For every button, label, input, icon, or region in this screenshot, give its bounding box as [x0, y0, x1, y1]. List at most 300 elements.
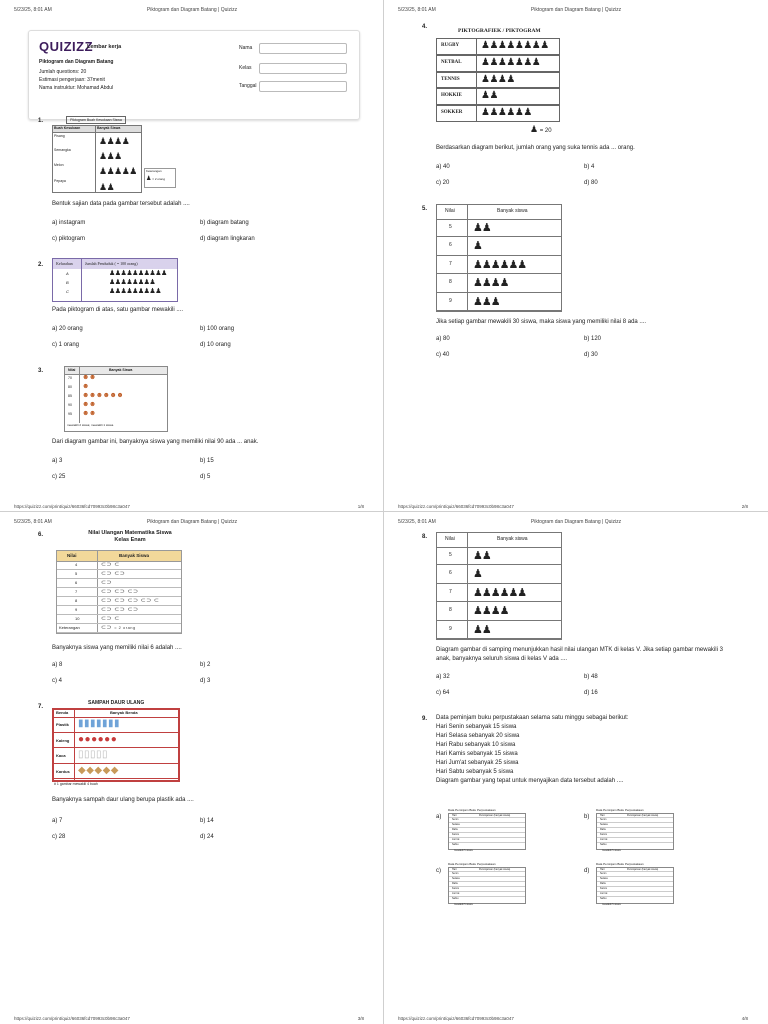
person-icon: ♟♟♟♟♟♟♟♟ [109, 279, 156, 286]
row-label: 85 [68, 394, 72, 398]
answer-option[interactable]: b) 48 [584, 674, 598, 680]
answer-option[interactable]: c) 64 [436, 690, 450, 696]
row-label: Kamis [452, 833, 459, 836]
answer-option[interactable]: b) diagram batang [200, 220, 249, 226]
row-label: Semangka [54, 148, 71, 152]
column-header: Peminjaman (banyak siswa) [479, 868, 511, 871]
row-label: 7 [449, 588, 452, 595]
figure-title: Nilai Ulangan Matematika Siswa Kelas Enam [88, 530, 172, 543]
table-row [57, 588, 181, 597]
row-label: Kamis [600, 887, 607, 890]
row-divider [597, 837, 673, 838]
question-text: Banyaknya siswa yang memiliki nilai 6 adalah .... [52, 645, 182, 651]
option-table [596, 813, 674, 850]
table-row [437, 621, 561, 639]
candy-icon: ⊂⊃ ⊂⊃ ⊂⊃ ⊂⊃ ⊂ [101, 598, 160, 604]
row-divider [449, 876, 525, 877]
table-row [57, 579, 181, 588]
q8-pictogram [436, 532, 562, 640]
row-divider [597, 886, 673, 887]
row-label: Selasa [452, 877, 460, 880]
answer-option[interactable]: a) 20 orang [52, 326, 83, 332]
question-number: 8. [422, 534, 428, 540]
row-label: 6 [449, 242, 452, 249]
text-line: Hari Sabtu sebanyak 5 siswa [436, 769, 514, 775]
header-date: 5/23/25, 8:01 AM [398, 519, 436, 525]
question-number: 9. [422, 716, 428, 722]
row-label: Kaca [56, 753, 66, 758]
question-count: Jumlah questions: 20 [39, 69, 87, 75]
header-title: Piktogram dan Diagram Batang | Quizizz [146, 7, 238, 13]
column-header: Hari [452, 868, 457, 871]
column-header: Peminjaman (banyak siswa) [627, 868, 659, 871]
row-label: 6 [75, 580, 78, 585]
row-label: C [66, 289, 69, 294]
row-divider [449, 891, 525, 892]
row-label: Jum'at [452, 838, 460, 841]
option-chart[interactable] [446, 862, 526, 908]
row-divider [449, 837, 525, 838]
row-label: Senin [452, 818, 459, 821]
answer-option[interactable]: d) diagram lingkaran [200, 236, 255, 242]
row-label: 95 [68, 412, 72, 416]
row-label: Sabtu [452, 843, 459, 846]
answer-option[interactable]: c) [436, 868, 441, 874]
person-icon: ♟♟♟♟ [473, 277, 509, 290]
row-label: 8 [449, 607, 452, 614]
table-row [437, 565, 561, 583]
text-line: Hari Rabu sebanyak 10 siswa [436, 742, 516, 748]
table-row [57, 561, 181, 570]
row-divider [449, 871, 525, 872]
table-row [54, 733, 178, 749]
column-header: Hari [452, 814, 457, 817]
q2-pictogram [52, 258, 178, 302]
row-divider [449, 886, 525, 887]
row-label: Selasa [600, 877, 608, 880]
question-text: Dari diagram gambar ini, banyaknya siswa yang memiliki nilai 90 ada ... anak. [52, 439, 259, 445]
option-table [448, 813, 526, 850]
page-2 [384, 0, 768, 512]
column-header: Banyak Siswa [119, 553, 150, 558]
date-label: Tanggal [239, 83, 257, 89]
face-icon: ☻☻ [82, 374, 96, 381]
question-text: Banyaknya sampah daur ulang berupa plastik ada .... [52, 797, 194, 803]
page-number: 1/8 [357, 504, 364, 509]
question-number: 2. [38, 262, 44, 268]
table-row [437, 602, 561, 620]
row-label: 90 [68, 403, 72, 407]
row-label: 9 [75, 607, 78, 612]
figure-title: SAMPAH DAUR ULANG [88, 700, 145, 706]
answer-option[interactable]: d) 10 orang [200, 342, 231, 348]
column-header: Peminjaman (banyak siswa) [479, 814, 511, 817]
row-label: 9 [449, 625, 452, 632]
table-row [437, 584, 561, 602]
row-label: Sabtu [600, 843, 607, 846]
item-icon: ▯▯▯▯▯ [78, 749, 109, 760]
legend: mewakili 5 siswa [454, 903, 473, 906]
candy-icon: ⊂⊃ = 2 orang [101, 625, 136, 631]
table-row [57, 570, 181, 579]
answer-option[interactable]: a) 32 [436, 674, 450, 680]
row-label: Rabu [600, 828, 606, 831]
face-icon: ☻☻☻☻☻☻ [82, 392, 124, 399]
row-label: Pepaya [54, 179, 66, 183]
person-icon: ♟♟♟♟♟♟ [473, 258, 527, 271]
person-icon: ♟ [530, 124, 539, 134]
row-label: Rabu [452, 828, 458, 831]
row-divider [449, 896, 525, 897]
page-1 [0, 0, 384, 512]
row-label: Sabtu [600, 897, 607, 900]
chart-title: Data Peminjam Buku Perpustakaan [596, 808, 644, 812]
column-header: Banyak siswa [497, 208, 528, 214]
table-row [437, 293, 561, 311]
row-divider [449, 817, 525, 818]
row-label: Kamis [452, 887, 459, 890]
answer-option[interactable]: c) 4 [52, 678, 63, 684]
table-row [436, 38, 560, 55]
candy-icon: ⊂⊃ ⊂ [101, 616, 120, 622]
answer-option[interactable]: a) 3 [52, 458, 63, 464]
answer-option[interactable]: c) piktogram [52, 236, 86, 242]
row-label: 10 [75, 616, 80, 621]
answer-option[interactable]: b) 4 [584, 164, 595, 170]
column-header: Peminjaman (banyak siswa) [627, 814, 659, 817]
text-line: Diagram gambar yang tepat untuk menyajikan data tersebut adalah .... [436, 778, 624, 784]
table-header [437, 533, 561, 548]
answer-option[interactable]: b) 100 orang [200, 326, 235, 332]
person-icon: ♟♟ [473, 222, 491, 234]
question-text [436, 714, 628, 786]
person-icon: ♟♟♟♟♟♟♟♟♟♟ [109, 270, 167, 277]
row-label: 8 [75, 598, 78, 603]
person-icon: ♟♟♟♟ [481, 73, 515, 85]
table-row [54, 764, 178, 780]
row-label: Selasa [452, 823, 460, 826]
column-header: Nilai [445, 536, 455, 542]
question-number: 6. [38, 532, 44, 538]
answer-option[interactable]: b) 14 [200, 818, 214, 824]
row-label: RUGBY [437, 39, 477, 54]
answer-option[interactable]: a) [436, 814, 442, 820]
table-row [54, 748, 178, 764]
column-header: Nilai [445, 208, 455, 214]
row-label: HOKKIE [437, 89, 477, 104]
row-divider [597, 827, 673, 828]
figure-title: Piktogram Buah Kesukaan Siswa [66, 116, 126, 124]
answer-option[interactable]: a) 40 [436, 164, 450, 170]
row-label: Kamis [600, 833, 607, 836]
candy-icon: ⊂⊃ ⊂⊃ [101, 571, 126, 577]
person-icon: ♟♟ [99, 182, 115, 192]
table-row [436, 88, 560, 105]
page-number: 4/8 [741, 1016, 748, 1021]
row-label: Sabtu [452, 897, 459, 900]
row-label: Selasa [600, 823, 608, 826]
question-text: Diagram gambar di samping menunjukkan hasil nilai ulangan MTK di kelas V. Jika setiap gambar mewakili 3 anak, banyaknya seluruh siswa di kelas V ada .... [436, 647, 723, 662]
answer-option[interactable]: c) 1 orang [52, 342, 80, 348]
person-icon: ♟♟ [473, 550, 491, 562]
table-row [57, 597, 181, 606]
answer-option[interactable]: d) 24 [200, 834, 214, 840]
legend: mewakili 5 siswa [454, 849, 473, 852]
instructor-name: Nama instruktur: Mohamad Abdul [39, 85, 114, 91]
column-header: Banyak Siswa [97, 126, 121, 130]
row-label: Kaleng [56, 737, 70, 743]
question-number: 1. [38, 118, 44, 124]
column-header: Jumlah Penduduk ( = 100 orang) [85, 261, 138, 266]
header-date: 5/23/25, 8:01 AM [14, 7, 52, 13]
person-icon: ♟♟♟♟♟♟♟ [481, 56, 541, 68]
row-label: Pisang [54, 134, 65, 138]
table-row [436, 105, 560, 122]
person-icon: ♟♟♟ [99, 151, 122, 161]
row-divider [597, 817, 673, 818]
footer-url[interactable]: https://quizizz.com/print/quiz/66036fcd70993c0b98c3a047 [398, 504, 514, 509]
person-icon: ♟ [146, 176, 152, 182]
row-divider [449, 822, 525, 823]
row-label: Jum'at [600, 892, 608, 895]
row-label: TENNIS [437, 73, 477, 88]
item-icon: ▮▮▮▮▮▮▮ [78, 718, 121, 729]
row-label: Kardus [56, 768, 70, 774]
answer-option[interactable]: c) 20 [436, 180, 450, 186]
text-line: Hari Kamis sebanyak 15 siswa [436, 751, 518, 757]
person-icon: ♟♟♟♟♟♟ [473, 586, 527, 599]
row-divider [597, 842, 673, 843]
option-chart[interactable] [594, 862, 674, 908]
table-row [437, 274, 561, 292]
answer-option[interactable]: a) 8 [52, 662, 63, 668]
person-icon: ♟♟♟♟ [473, 605, 509, 618]
table-row [57, 606, 181, 615]
column-header: Benda [56, 710, 69, 715]
row-label: Senin [600, 872, 607, 875]
row-label: 7 [449, 260, 452, 267]
column-header: Kelurahan [56, 261, 73, 266]
question-number: 4. [422, 24, 428, 30]
quizizz-logo: QUIZIZZ [39, 39, 94, 54]
row-divider [597, 876, 673, 877]
row-divider [597, 891, 673, 892]
name-label: Nama [239, 45, 253, 51]
row-divider [449, 827, 525, 828]
person-icon: ♟ [473, 240, 482, 253]
legend: mewakili 5 siswa [602, 849, 621, 852]
legend-value: = 2 orang [114, 625, 136, 630]
class-label: Kelas [239, 65, 252, 71]
row-label: 80 [68, 385, 72, 389]
row-label: 9 [449, 297, 452, 304]
page-number: 2/8 [741, 504, 748, 509]
option-table [596, 867, 674, 904]
text-line: Data peminjam buku perpustakaan selama satu minggu sebagai berikut: [436, 715, 629, 721]
question-text: Pada piktogram di atas, satu gambar mewakili .... [52, 307, 184, 313]
legend: # 1 gambar mewakili 4 buah [54, 782, 98, 786]
person-icon: ♟♟ [481, 90, 498, 102]
q1-pictogram [52, 116, 178, 194]
row-label: Senin [600, 818, 607, 821]
date-field[interactable] [259, 81, 347, 92]
answer-option[interactable]: b) [584, 814, 590, 820]
footer-url[interactable]: https://quizizz.com/print/quiz/66036fcd70993c0b98c3a047 [14, 504, 130, 509]
answer-option[interactable]: a) 7 [52, 818, 63, 824]
chart-title: Data Peminjam Buku Perpustakaan [448, 862, 496, 866]
q7-pictogram [52, 708, 180, 782]
row-label: Jum'at [600, 838, 608, 841]
answer-option[interactable]: b) 15 [200, 458, 214, 464]
answer-option[interactable]: d) 16 [584, 690, 598, 696]
answer-option[interactable]: d) 30 [584, 352, 598, 358]
q3-pictogram [64, 366, 168, 432]
item-icon: ◆◆◆◆◆ [78, 764, 119, 776]
answer-option[interactable]: c) 40 [436, 352, 450, 358]
figure-title: PIKTOGRAFIEK / PIKTOGRAM [458, 28, 541, 34]
chart-title: Data Peminjam Buku Perpustakaan [448, 808, 496, 812]
question-text: Bentuk sajian data pada gambar tersebut adalah .... [52, 201, 190, 207]
row-label: Senin [452, 872, 459, 875]
chart-title: Data Peminjam Buku Perpustakaan [596, 862, 644, 866]
row-label: SOKKER [437, 106, 477, 121]
question-number: 3. [38, 368, 44, 374]
row-divider [597, 871, 673, 872]
table-row [54, 717, 178, 733]
header-title: Piktogram dan Diagram Batang | Quizizz [146, 519, 238, 525]
row-label: 5 [449, 552, 452, 558]
row-label: Rabu [452, 882, 458, 885]
worksheet-card [28, 30, 360, 120]
item-icon: ●●●●●● [78, 733, 118, 745]
table-row [437, 547, 561, 565]
row-divider [449, 832, 525, 833]
row-divider [597, 822, 673, 823]
row-label: 6 [449, 570, 452, 577]
q4-pictogram [436, 38, 560, 122]
table-row [57, 624, 181, 633]
person-icon: ♟ [473, 568, 482, 581]
header-date: 5/23/25, 8:01 AM [14, 519, 52, 525]
row-label: Jum'at [452, 892, 460, 895]
table-row [437, 256, 561, 274]
time-estimate: Estimasi pengerjaan: 37menit [39, 77, 105, 83]
answer-option[interactable]: b) 120 [584, 336, 602, 342]
page-number: 3/8 [357, 1016, 364, 1021]
text-line: Hari Jum'at sebanyak 25 siswa [436, 760, 519, 766]
option-chart[interactable] [446, 808, 526, 854]
q5-pictogram [436, 204, 562, 312]
footer-url[interactable]: https://quizizz.com/print/quiz/66036fcd70993c0b98c3a047 [14, 1016, 130, 1021]
person-icon: ♟♟♟♟♟♟ [481, 107, 532, 119]
answer-option[interactable]: d) [584, 868, 590, 874]
page-4 [384, 512, 768, 1024]
row-label: 8 [449, 279, 452, 286]
name-field[interactable] [259, 43, 347, 54]
column-header: Banyak siswa [497, 536, 528, 542]
person-icon: ♟♟ [473, 623, 491, 636]
row-label: NETBAL [437, 56, 477, 71]
header-date: 5/23/25, 8:01 AM [398, 7, 436, 13]
row-label: Melon [54, 163, 64, 167]
table-row [437, 219, 561, 237]
header-title: Piktogram dan Diagram Batang | Quizizz [530, 7, 622, 13]
row-divider [449, 842, 525, 843]
face-icon: ☻ [82, 383, 89, 390]
q6-pictogram [56, 550, 182, 634]
person-icon: ♟♟♟♟ [99, 136, 130, 146]
row-label: Plastik [56, 722, 69, 727]
legend-value: = 2 orang [152, 177, 165, 181]
question-text: Jika setiap gambar mewakili 30 siswa, maka siswa yang memiliki nilai 8 ada .... [436, 319, 647, 325]
row-divider [597, 832, 673, 833]
candy-icon: ⊂⊃ [101, 580, 113, 586]
row-label: Rabu [600, 882, 606, 885]
answer-option[interactable]: a) 80 [436, 336, 450, 342]
footer-url[interactable]: https://quizizz.com/print/quiz/66036fcd70993c0b98c3a047 [398, 1016, 514, 1021]
person-icon: ♟♟♟♟♟♟♟♟ [481, 40, 549, 51]
text-line: Hari Selasa sebanyak 20 siswa [436, 733, 520, 739]
person-icon: ♟♟♟ [473, 295, 500, 308]
column-header: Nilai [68, 368, 76, 372]
header-title: Piktogram dan Diagram Batang | Quizizz [530, 519, 622, 525]
table-row [57, 615, 181, 624]
column-header: Banyak Benda [110, 710, 138, 715]
answer-option[interactable]: c) 25 [52, 474, 66, 480]
column-header: Nilai [67, 553, 77, 558]
legend-value: = 20 [539, 128, 552, 134]
page-3 [0, 512, 384, 1024]
question-number: 5. [422, 206, 428, 212]
candy-icon: ⊂⊃ ⊂⊃ ⊂⊃ [101, 589, 139, 595]
option-chart[interactable] [594, 808, 674, 854]
candy-icon: ⊂⊃ ⊂ [101, 562, 120, 568]
answer-option[interactable]: d) 3 [200, 678, 211, 684]
row-label: 5 [75, 571, 78, 576]
answer-option[interactable]: d) 80 [584, 180, 598, 186]
row-divider [597, 896, 673, 897]
answer-option[interactable]: b) 2 [200, 662, 211, 668]
column-header: Hari [600, 868, 605, 871]
person-icon: ♟♟♟♟♟♟♟♟♟ [109, 288, 161, 295]
text-line: Hari Senin sebanyak 15 siswa [436, 724, 517, 730]
answer-option[interactable]: d) 5 [200, 474, 211, 480]
table-row [436, 55, 560, 72]
question-number: 7. [38, 704, 44, 710]
answer-option[interactable]: c) 28 [52, 834, 66, 840]
row-label: 7 [75, 589, 78, 594]
option-table [448, 867, 526, 904]
table-row [436, 72, 560, 89]
row-label: 4 [75, 562, 78, 567]
column-header: Hari [600, 814, 605, 817]
column-header: Buah Kesukaan [54, 126, 81, 130]
worksheet-title: Piktogram dan Diagram Batang [39, 59, 114, 65]
person-icon: ♟♟♟♟♟ [99, 166, 137, 176]
candy-icon: ⊂⊃ ⊂⊃ ⊂⊃ [101, 607, 139, 613]
table-header [437, 205, 561, 220]
answer-option[interactable]: a) instagram [52, 220, 86, 226]
face-icon: ☻☻ [82, 410, 96, 417]
row-label: Keterangan [59, 625, 80, 630]
row-label: 70 [68, 376, 72, 380]
class-field[interactable] [259, 63, 347, 74]
legend: mewakili 2 siswa; mewakili 1 siswa [67, 423, 114, 427]
face-icon: ☻☻ [82, 401, 96, 408]
row-label: B [66, 280, 69, 285]
worksheet-label: Lembar kerja [87, 44, 122, 50]
row-label: 5 [449, 224, 452, 230]
